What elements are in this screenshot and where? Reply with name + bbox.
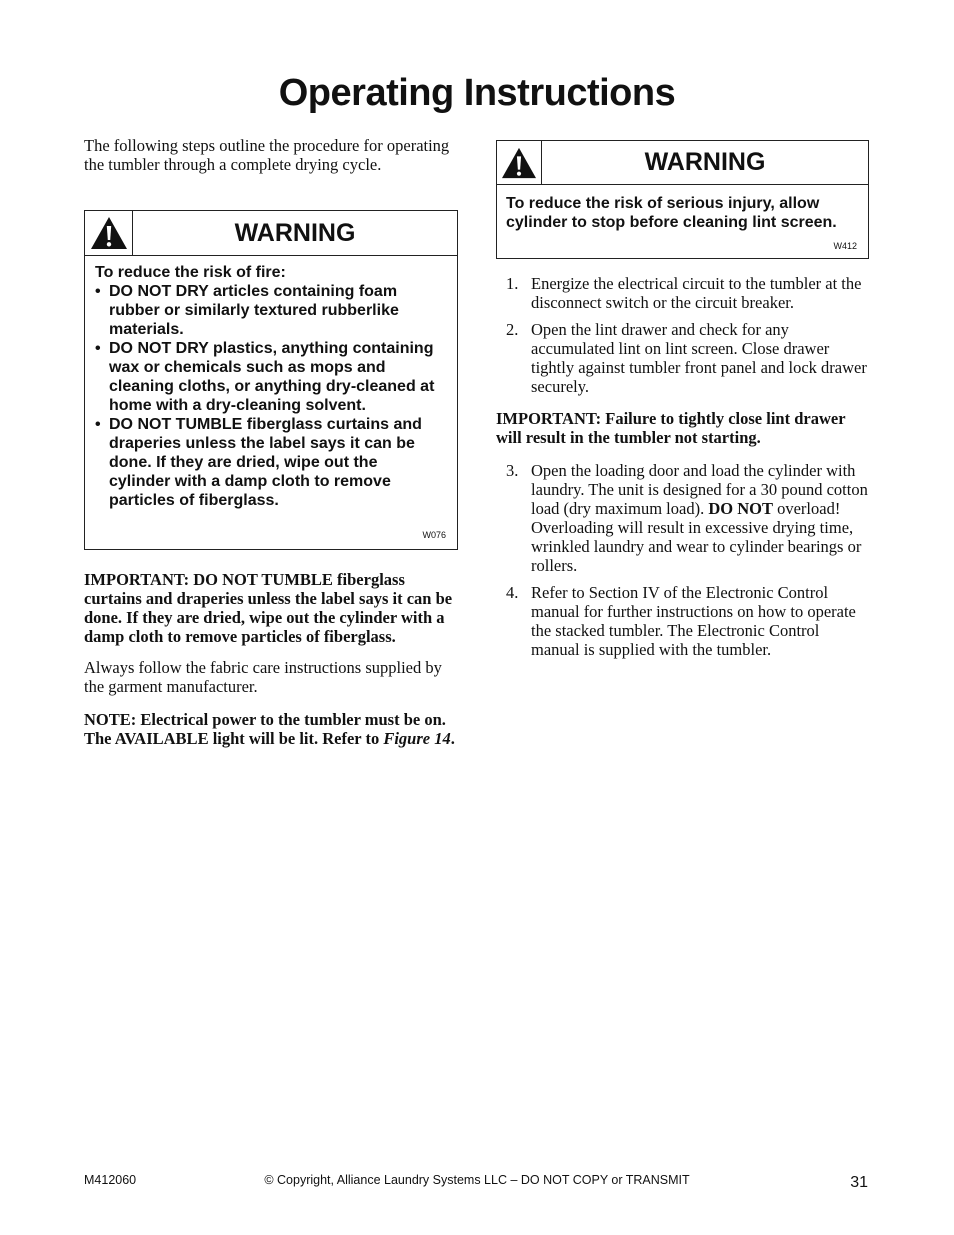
care-note: Always follow the fabric care instructions supplied by the garment manufacturer. — [84, 658, 442, 696]
warning-bullet: • DO NOT DRY plastics, anything containing wax or chemicals such as mops and cleaning cloths, or anything dry-cleaned at home with a dry-cleaning solvent. — [95, 339, 443, 415]
warning-header — [85, 211, 457, 256]
lint-warning-box — [496, 140, 869, 259]
power-note-text: NOTE: Electrical power to the tumbler must be on. The AVAILABLE light will be lit. Refer to — [84, 710, 446, 748]
intro-paragraph: The following steps outline the procedure for operating the tumbler through a complete drying cycle. — [84, 136, 450, 174]
warning-text: To reduce the risk of serious injury, allow cylinder to stop before cleaning lint screen. — [506, 195, 837, 231]
doc-number: M412060 — [84, 1173, 137, 1187]
steps-list-b — [496, 461, 868, 667]
warning-bullet: • DO NOT DRY articles containing foam rubber or similarly textured rubberlike materials. — [95, 282, 443, 339]
power-note-end: . — [450, 729, 455, 748]
list-item: 1. Energize the electrical circuit to the tumbler at the disconnect switch or the circuit breaker. — [506, 274, 862, 312]
warning-bullet: • DO NOT TUMBLE fiberglass curtains and draperies unless the label says it can be done. If they are dried, wipe out the cylinder with a damp cloth to remove particles of fiberglass. — [95, 415, 443, 510]
warning-title: WARNING — [644, 148, 766, 176]
fire-warning-box — [84, 210, 458, 550]
figure-reference[interactable]: Figure 14 — [383, 729, 451, 748]
list-item: 2. Open the lint drawer and check for any accumulated lint on lint screen. Close drawer tightly against tumbler front panel and lock drawer securely. — [506, 320, 867, 396]
list-item: 4. Refer to Section IV of the Electronic Control manual for further instructions on how to operate the stacked tumbler. The Electronic Control manual is supplied with the tumbler. — [506, 583, 856, 659]
list-item: 3. Open the loading door and load the cylinder with laundry. The unit is designed for a 30 pound cotton load (dry maximum load). DO NOT overload! Overloading will result in excessive drying time, wrinkled laundry and wear to cylinder bearings or rollers. — [506, 461, 868, 575]
warning-triangle-icon — [85, 211, 133, 255]
steps-list-a — [496, 274, 868, 404]
warning-body — [85, 256, 457, 549]
warning-header — [497, 141, 868, 185]
warning-code: W076 — [422, 530, 446, 540]
important-lint: IMPORTANT: Failure to tightly close lint drawer will result in the tumbler not starting. — [496, 409, 846, 447]
warning-title: WARNING — [234, 218, 356, 247]
important-fiberglass: IMPORTANT: DO NOT TUMBLE fiberglass curtains and draperies unless the label says it can be done. If they are dried, wipe out the cylinder with a damp cloth to remove particles of fiberglass. — [84, 570, 453, 646]
copyright: © Copyright, Alliance Laundry Systems LLC – DO NOT COPY or TRANSMIT — [264, 1173, 690, 1187]
warning-lead: To reduce the risk of fire: — [95, 264, 286, 281]
page-title: Operating Instructions — [278, 72, 676, 114]
warning-body — [497, 185, 868, 258]
warning-triangle-icon — [497, 141, 542, 184]
page-number: 31 — [850, 1174, 868, 1191]
power-note — [84, 710, 458, 748]
warning-code: W412 — [833, 241, 857, 251]
